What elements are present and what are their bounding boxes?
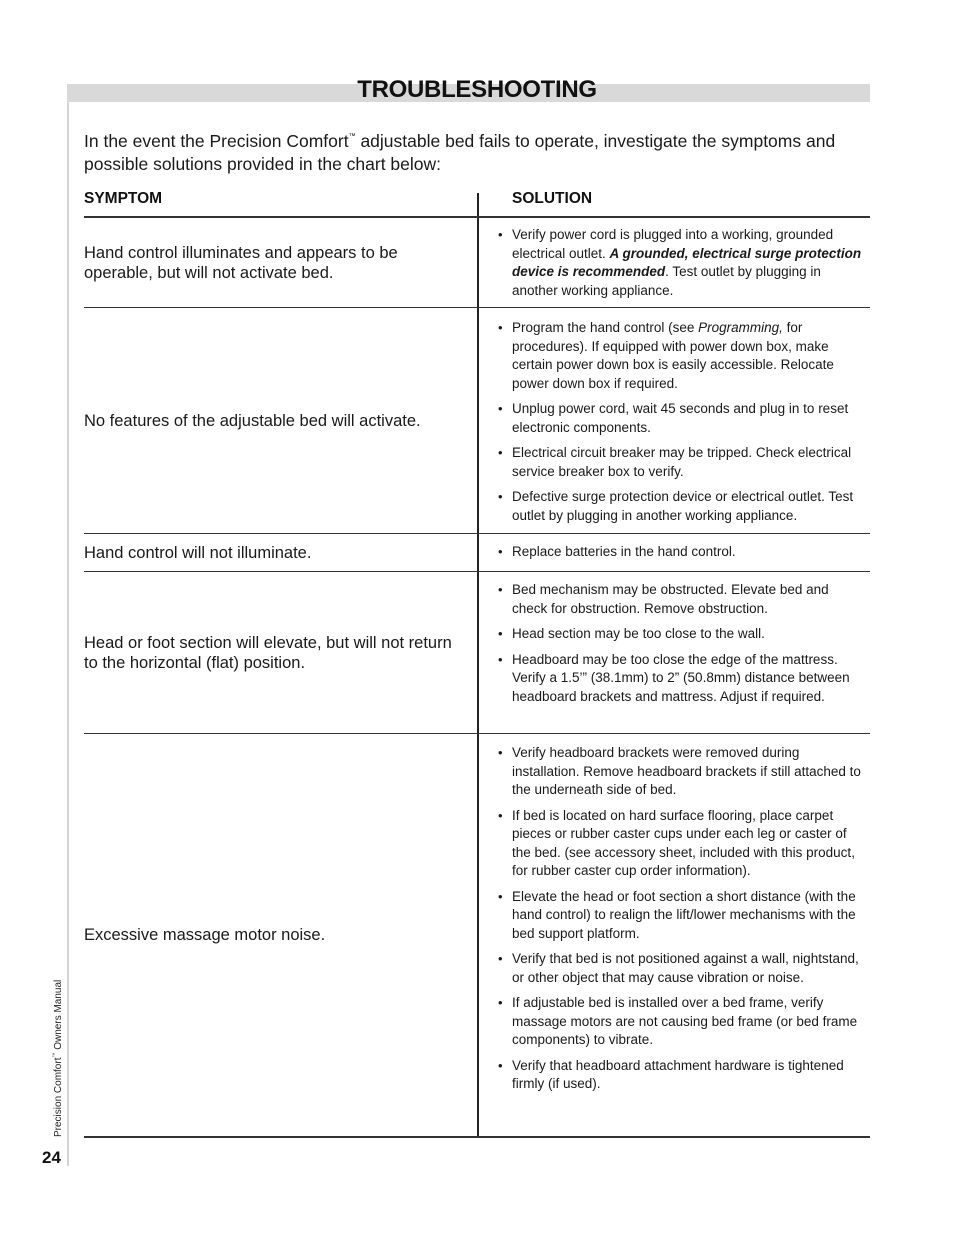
table-row [84, 572, 870, 733]
symptom-cell: Head or foot section will elevate, but will not return to the horizontal (flat) position. [84, 633, 452, 672]
solution-list [498, 543, 866, 562]
solution-list [498, 581, 866, 706]
solution-item: • Elevate the head or foot section a short distance (with the hand control) to realign the lift/lower mechanisms with the bed support platform. [498, 888, 866, 944]
solution-item: • Head section may be too close to the wall. [498, 625, 866, 644]
table-row [84, 734, 870, 1136]
solution-item: • Verify headboard brackets were removed during installation. Remove headboard brackets if still attached to the underneath side of bed. [498, 744, 866, 800]
solution-item: • Bed mechanism may be obstructed. Elevate bed and check for obstruction. Remove obstruction. [498, 581, 866, 618]
symptom-cell: Excessive massage motor noise. [84, 926, 326, 944]
table-bottom-rule [84, 1136, 870, 1138]
side-footer-label: Precision Comfort™ Owners Manual [52, 979, 64, 1137]
solution-item: • Verify that bed is not positioned against a wall, nightstand, or other object that may cause vibration or noise. [498, 950, 866, 987]
symptom-cell: No features of the adjustable bed will activate. [84, 411, 421, 430]
solution-item: • Defective surge protection device or electrical outlet. Test outlet by plugging in another working appliance. [498, 488, 866, 525]
left-margin-rule [67, 84, 69, 1166]
solution-item: • Headboard may be too close the edge of the mattress. Verify a 1.5’” (38.1mm) to 2” (50.8mm) distance between headboard brackets and mattress. Adjust if required. [498, 651, 866, 707]
table-row [84, 534, 870, 571]
solution-item: • If adjustable bed is installed over a bed frame, verify massage motors are not causing bed frame (or bed frame components) to vibrate. [498, 994, 866, 1050]
solution-list [498, 744, 866, 1094]
solution-column-header: SOLUTION [512, 190, 593, 207]
intro-text-start: In the event the Precision Comfort [84, 131, 349, 151]
page-number: 24 [42, 1148, 61, 1167]
solution-item: • Unplug power cord, wait 45 seconds and plug in to reset electronic components. [498, 400, 866, 437]
intro-paragraph [84, 125, 844, 176]
trademark-symbol: ™ [348, 133, 356, 140]
solution-item: • Electrical circuit breaker may be tripped. Check electrical service breaker box to verify. [498, 444, 866, 481]
symptom-cell: Hand control illuminates and appears to be operable, but will not activate bed. [84, 243, 398, 282]
solution-item: • If bed is located on hard surface flooring, place carpet pieces or rubber caster cups under each leg or caster of the bed. (see accessory sheet, included with this product, for rubber caster cup order information). [498, 807, 866, 881]
intro-text-end: adjustable bed fails to operate, investigate the symptoms and possible solutions provided in the chart below: [84, 131, 836, 174]
solution-item: • Verify that headboard attachment hardware is tightened firmly (if used). [498, 1057, 866, 1094]
symptom-cell: Hand control will not illuminate. [84, 543, 312, 562]
page-title: TROUBLESHOOTING [357, 76, 597, 103]
solution-item: • Verify power cord is plugged into a working, grounded electrical outlet. A grounded, electrical surge protection device is recommended. Test outlet by plugging in another working appliance. [498, 226, 866, 300]
solution-list [498, 226, 866, 300]
table-row [84, 308, 870, 533]
table-row [84, 218, 870, 307]
solution-list [498, 319, 866, 525]
solution-item: • Program the hand control (see Programming, for procedures). If equipped with power down box, make certain power down box is easily accessible. Relocate power down box if required. [498, 319, 866, 393]
symptom-column-header: SYMPTOM [84, 190, 163, 207]
solution-item: • Replace batteries in the hand control. [498, 543, 866, 562]
